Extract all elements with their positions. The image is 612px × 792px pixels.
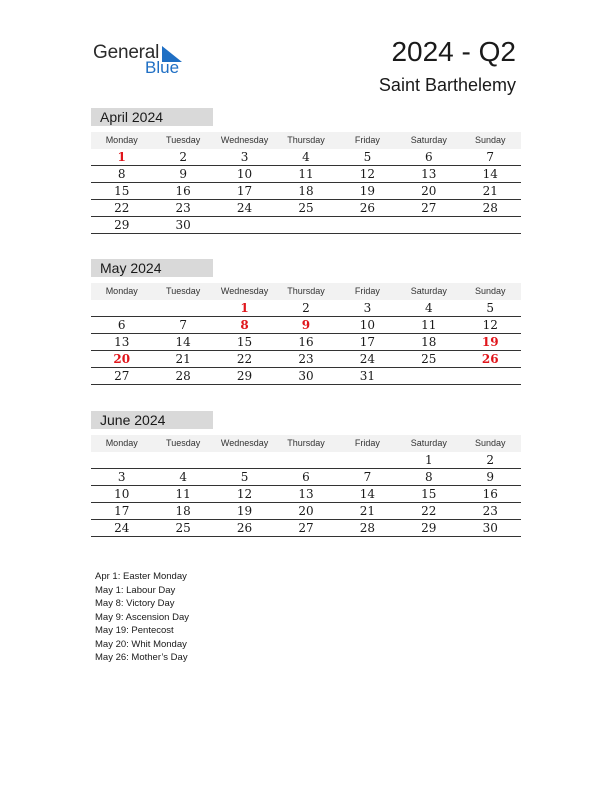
day-cell: 14 — [482, 167, 498, 181]
day-cell: 17 — [359, 335, 376, 349]
week-row — [91, 300, 521, 317]
day-cell: 15 — [114, 184, 130, 198]
day-cell: 12 — [482, 318, 498, 332]
day-cell: 2 — [486, 453, 495, 467]
day-cell — [337, 452, 398, 468]
logo-text-blue: Blue — [145, 58, 180, 77]
weekday-label: Thursday — [287, 438, 325, 448]
day-cell — [460, 217, 521, 233]
day-cell: 14 — [359, 487, 376, 501]
day-cell: 26 — [359, 201, 376, 215]
day-cell: 24 — [236, 201, 253, 215]
day-cell — [398, 217, 459, 233]
day-cell: 8 — [117, 167, 126, 181]
weekday-label: Friday — [354, 286, 380, 296]
holiday-item: Apr 1: Easter Monday — [95, 571, 187, 582]
logo-text-general: General — [93, 42, 160, 63]
day-cell: 5 — [363, 150, 372, 164]
day-cell — [398, 368, 459, 384]
day-cell — [152, 300, 213, 316]
week-row — [91, 486, 521, 503]
month-header: June 2024 — [91, 411, 213, 429]
day-cell: 30 — [175, 218, 191, 232]
day-cell: 25 — [175, 521, 191, 535]
week-row — [91, 217, 521, 234]
day-cell: 13 — [421, 167, 437, 181]
day-cell: 11 — [175, 487, 191, 501]
week-row — [91, 368, 521, 385]
day-cell: 4 — [425, 301, 433, 315]
day-cell: 19 — [359, 184, 376, 198]
weekday-label: Friday — [354, 438, 380, 448]
day-cell: 4 — [179, 470, 187, 484]
day-cell: 6 — [117, 318, 126, 332]
day-cell: 5 — [486, 301, 495, 315]
week-row — [91, 200, 521, 217]
day-cell: 23 — [482, 504, 498, 518]
day-cell: 23 — [298, 352, 314, 366]
holiday-item: May 26: Mother’s Day — [95, 652, 188, 663]
day-cell: 20 — [298, 504, 314, 518]
weekday-header-row — [91, 435, 521, 452]
weekday-label: Tuesday — [166, 135, 201, 145]
day-cell: 23 — [175, 201, 191, 215]
day-cell: 22 — [236, 352, 253, 366]
holiday-item: May 19: Pentecost — [95, 625, 174, 636]
weekday-label: Saturday — [410, 286, 447, 296]
day-cell: 9 — [301, 318, 311, 332]
day-cell: 11 — [298, 167, 314, 181]
day-cell: 1 — [425, 453, 433, 467]
day-cell: 6 — [425, 150, 433, 164]
weekday-label: Tuesday — [166, 438, 201, 448]
day-cell: 29 — [114, 218, 130, 232]
day-cell: 13 — [114, 335, 130, 349]
day-cell — [214, 217, 275, 233]
day-cell — [275, 217, 336, 233]
weekday-label: Monday — [105, 438, 138, 448]
day-cell: 12 — [359, 167, 376, 181]
week-row — [91, 520, 521, 537]
day-cell: 29 — [236, 369, 253, 383]
day-cell: 20 — [421, 184, 437, 198]
weekday-label: Sunday — [474, 438, 506, 448]
day-cell — [91, 300, 152, 316]
month-header: April 2024 — [91, 108, 213, 126]
day-cell — [275, 452, 336, 468]
weekday-label: Thursday — [287, 135, 325, 145]
day-cell — [152, 452, 213, 468]
weekday-label: Tuesday — [166, 286, 201, 296]
day-cell: 17 — [114, 504, 130, 518]
day-cell: 27 — [114, 369, 130, 383]
month-may — [91, 259, 521, 385]
holiday-item: May 1: Labour Day — [95, 584, 176, 596]
month-header: May 2024 — [91, 259, 213, 277]
day-cell: 13 — [298, 487, 314, 501]
month-april — [91, 108, 521, 234]
day-cell: 6 — [302, 470, 310, 484]
day-cell: 15 — [421, 487, 437, 501]
day-cell: 24 — [359, 352, 376, 366]
weekday-label: Wednesday — [220, 438, 269, 448]
day-cell: 17 — [236, 184, 253, 198]
weekday-label: Saturday — [410, 135, 447, 145]
day-cell: 15 — [236, 335, 253, 349]
day-cell: 21 — [175, 352, 191, 366]
day-cell: 27 — [421, 201, 437, 215]
day-cell: 7 — [486, 150, 495, 164]
day-cell: 12 — [236, 487, 253, 501]
day-cell: 22 — [421, 504, 437, 518]
day-cell: 5 — [240, 470, 249, 484]
day-cell: 10 — [236, 167, 253, 181]
day-cell: 14 — [175, 335, 191, 349]
day-cell: 31 — [359, 369, 376, 383]
day-cell: 9 — [486, 470, 495, 484]
day-cell: 8 — [240, 318, 249, 332]
page-subtitle: Saint Barthelemy — [378, 75, 516, 95]
day-cell: 16 — [298, 335, 314, 349]
day-cell: 22 — [114, 201, 130, 215]
week-row — [91, 166, 521, 183]
day-cell — [214, 452, 275, 468]
day-cell: 8 — [425, 470, 433, 484]
week-row — [91, 149, 521, 166]
holiday-item: May 8: Victory Day — [95, 598, 175, 609]
day-cell: 3 — [363, 301, 372, 315]
weekday-label: Wednesday — [220, 286, 269, 296]
brand-logo — [93, 42, 193, 78]
weekday-header-row — [91, 283, 521, 300]
week-row — [91, 469, 521, 486]
day-cell: 2 — [302, 301, 310, 315]
day-cell: 28 — [359, 521, 376, 535]
day-cell: 18 — [298, 184, 314, 198]
day-cell: 16 — [482, 487, 498, 501]
weekday-header-row — [91, 132, 521, 149]
holiday-list — [95, 570, 189, 665]
day-cell: 21 — [482, 184, 498, 198]
page-title: 2024 - Q2 — [391, 36, 516, 67]
week-row — [91, 351, 521, 368]
weekday-label: Monday — [105, 135, 138, 145]
day-cell — [337, 217, 398, 233]
holiday-item: May 9: Ascension Day — [95, 611, 189, 623]
day-cell: 18 — [421, 335, 437, 349]
day-cell — [460, 368, 521, 384]
month-june — [91, 411, 521, 537]
week-row — [91, 317, 521, 334]
weekday-label: Thursday — [287, 286, 325, 296]
day-cell — [91, 452, 152, 468]
day-cell: 10 — [114, 487, 130, 501]
day-cell: 28 — [175, 369, 191, 383]
week-row — [91, 452, 521, 469]
day-cell: 30 — [298, 369, 314, 383]
holiday-item: May 20: Whit Monday — [95, 638, 187, 650]
day-cell: 4 — [302, 150, 310, 164]
day-cell: 29 — [421, 521, 437, 535]
day-cell: 2 — [179, 150, 187, 164]
day-cell: 1 — [117, 150, 126, 164]
day-cell: 25 — [421, 352, 437, 366]
day-cell: 19 — [236, 504, 253, 518]
day-cell: 1 — [240, 301, 249, 315]
weekday-label: Sunday — [474, 286, 506, 296]
weekday-label: Saturday — [410, 438, 447, 448]
day-cell: 24 — [114, 521, 130, 535]
day-cell: 3 — [117, 470, 126, 484]
day-cell: 26 — [481, 352, 499, 366]
day-cell: 3 — [240, 150, 249, 164]
day-cell: 21 — [359, 504, 376, 518]
day-cell: 19 — [481, 335, 499, 349]
day-cell: 10 — [359, 318, 376, 332]
day-cell: 25 — [298, 201, 314, 215]
day-cell: 9 — [179, 167, 187, 181]
week-row — [91, 334, 521, 351]
day-cell: 27 — [298, 521, 314, 535]
day-cell: 11 — [421, 318, 437, 332]
weekday-label: Friday — [354, 135, 380, 145]
weekday-label: Wednesday — [220, 135, 269, 145]
day-cell: 18 — [175, 504, 191, 518]
week-row — [91, 183, 521, 200]
day-cell: 7 — [179, 318, 187, 332]
day-cell: 30 — [482, 521, 498, 535]
day-cell: 7 — [363, 470, 372, 484]
day-cell: 28 — [482, 201, 498, 215]
day-cell: 20 — [113, 352, 131, 366]
day-cell: 26 — [236, 521, 253, 535]
weekday-label: Monday — [105, 286, 138, 296]
day-cell: 16 — [175, 184, 191, 198]
week-row — [91, 503, 521, 520]
weekday-label: Sunday — [474, 135, 506, 145]
